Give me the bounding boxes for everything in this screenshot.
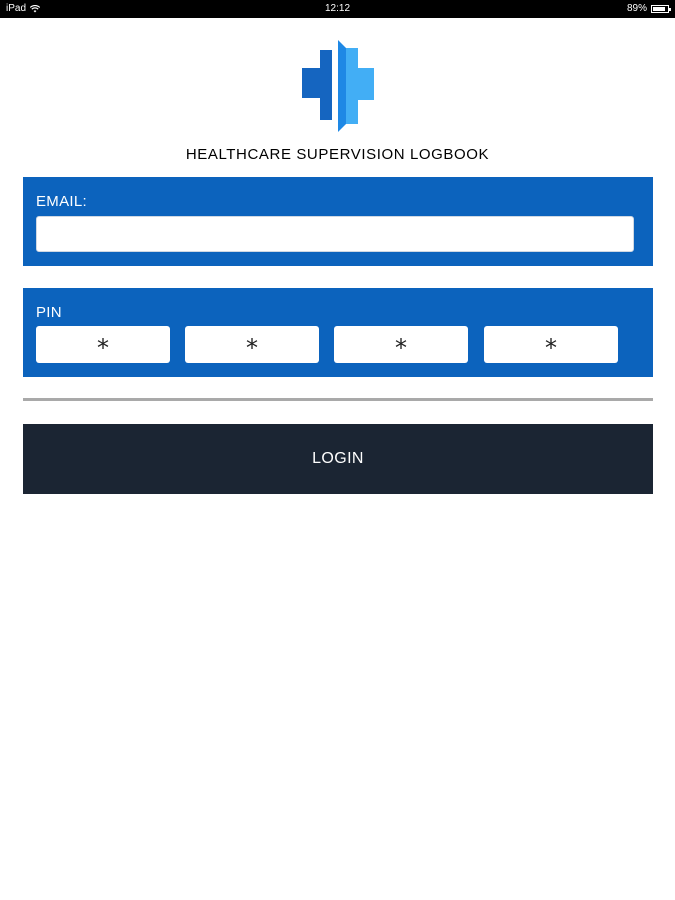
battery-level bbox=[653, 7, 665, 11]
logo-left-pillar bbox=[320, 50, 332, 120]
pin-digit-3-field[interactable]: * bbox=[334, 326, 468, 363]
medical-cross-logo-icon bbox=[302, 40, 374, 132]
app-title: HEALTHCARE SUPERVISION LOGBOOK bbox=[185, 146, 490, 163]
battery-percent: 89% bbox=[626, 3, 647, 14]
divider bbox=[23, 398, 653, 401]
login-button[interactable]: LOGIN bbox=[23, 424, 653, 494]
status-bar-right bbox=[627, 3, 669, 14]
logo-left-arm bbox=[302, 68, 320, 98]
pin-panel bbox=[23, 288, 653, 377]
email-label: EMAIL: bbox=[36, 193, 87, 210]
logo-right-pillar bbox=[346, 48, 358, 124]
pin-digit-1-field[interactable]: * bbox=[36, 326, 170, 363]
battery-icon bbox=[651, 5, 669, 13]
email-panel bbox=[23, 177, 653, 266]
pin-digit-2-field[interactable]: * bbox=[185, 326, 319, 363]
logo-fold bbox=[338, 40, 346, 132]
status-time: 12:12 bbox=[324, 3, 351, 14]
pin-digit-4-field[interactable]: * bbox=[484, 326, 618, 363]
logo-right-arm bbox=[358, 68, 374, 100]
pin-label: PIN bbox=[36, 304, 62, 321]
email-input[interactable] bbox=[36, 216, 634, 252]
status-bar bbox=[0, 0, 675, 18]
device-name: iPad bbox=[6, 3, 27, 14]
